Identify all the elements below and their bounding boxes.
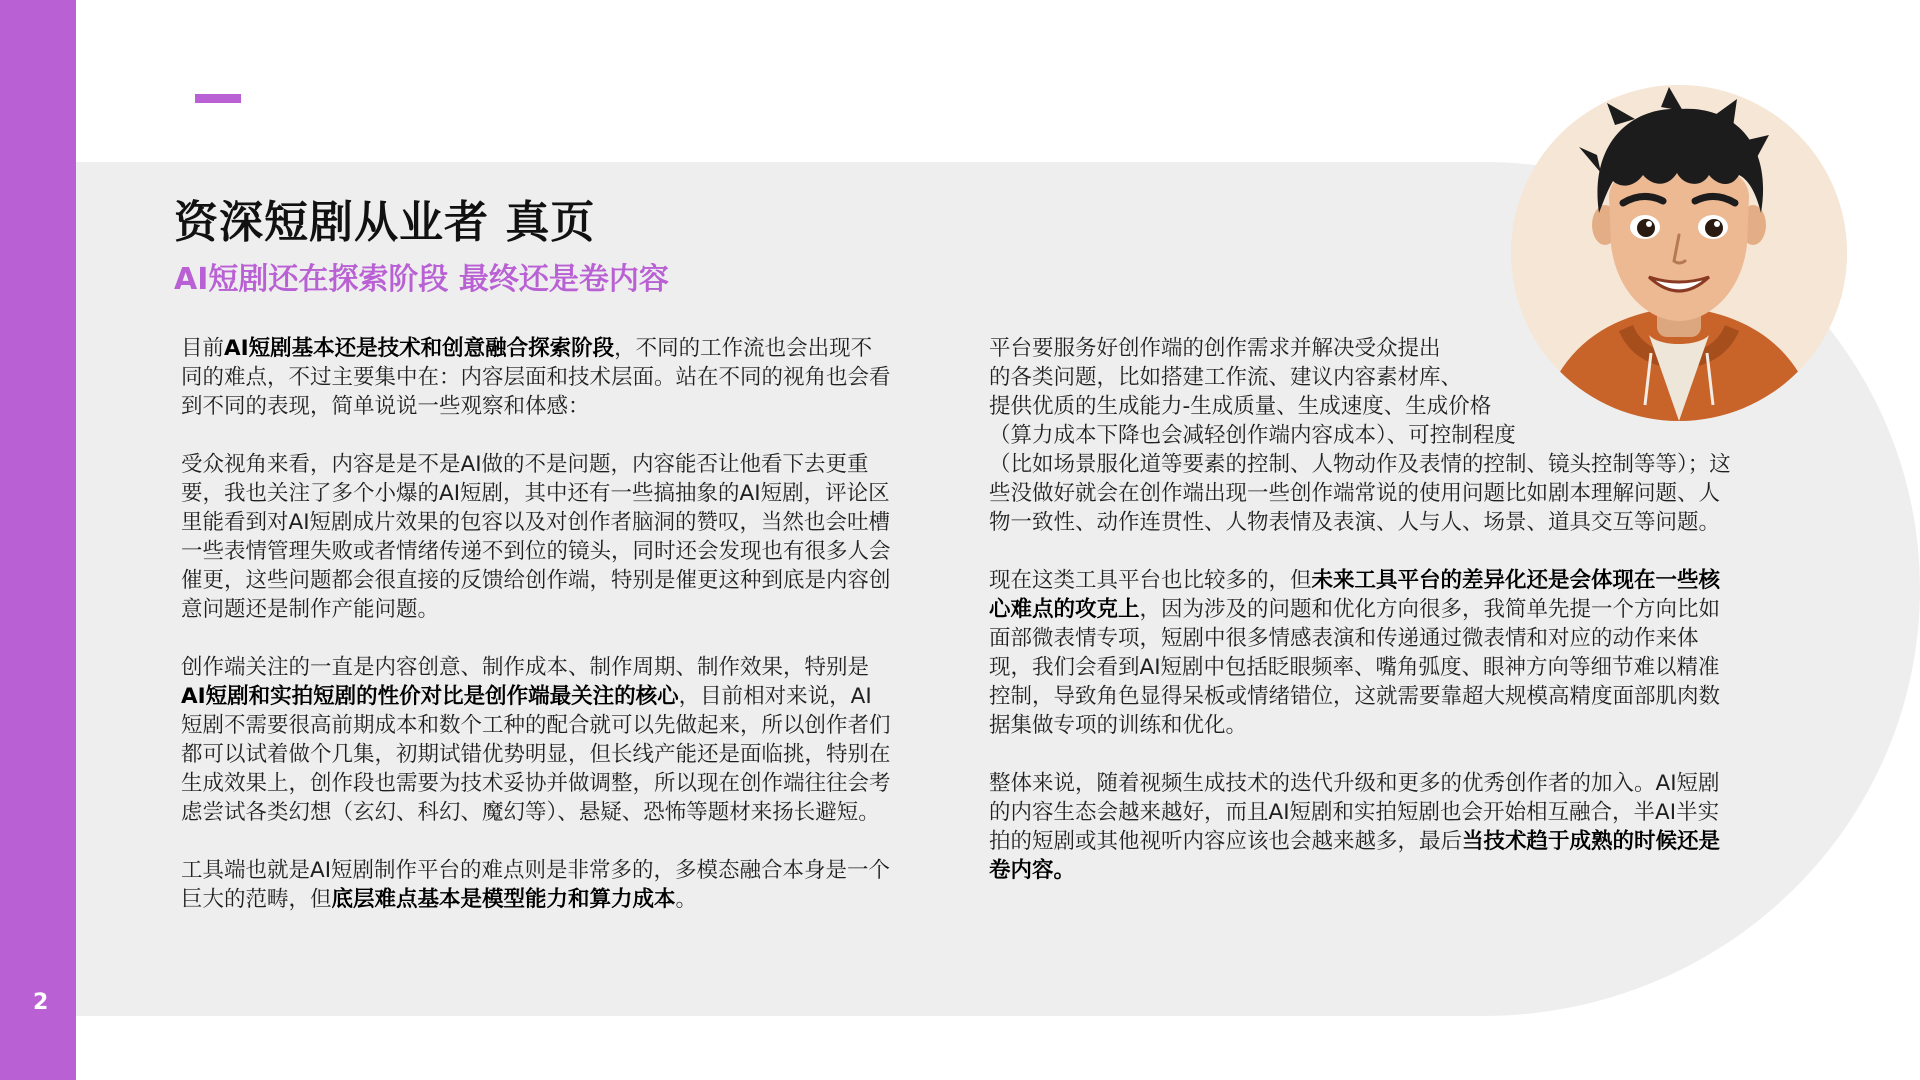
body-text: （比如场景服化道等要素的控制、人物动作及表情的控制、镜头控制等等）；这些没做好就会在创作端出现一些创作端常说的使用问题比如剧本理解问题、人物一致性、动作连贯性、人物表情及表演、人与人、场景、道具交互等问题。 — [989, 452, 1731, 535]
body-text: 平台要服务好创作端的创作需求并解决受众提出 — [989, 336, 1441, 361]
body-text: ，不同的工作流也会出现不同的难点，不过主要集中在：内容层面和技术层面。站在不同的视角也会看到不同的表现，简单说说一些观察和体感： — [181, 336, 891, 419]
page-number: 2 — [33, 990, 49, 1015]
body-text: 提供优质的生成能力-生成质量、生成速度、生成价格 — [989, 394, 1492, 419]
body-text: 目前 — [181, 336, 225, 361]
body-text: 受众视角来看，内容是是不是AI做的不是问题，内容能否让他看下去更重要，我也关注了多个小爆的AI短剧，其中还有一些搞抽象的AI短剧，评论区里能看到对AI短剧成片效果的包容以及对创作者脑洞的赞叹，当然也会吐槽一些表情管理失败或者情绪传递不到位的镜头，同时还会发现也有很多人会催更，这些问题都会很直接的反馈给创作端，特别是催更这种到底是内容创意问题还是制作产能问题。 — [181, 452, 891, 622]
body-text: 整体来说，随着视频生成技术的迭代升级和更多的优秀创作者的加入。AI短剧的内容生态会越来越好，而且AI短剧和实拍短剧也会开始相互融合，半AI半实拍的短剧或其他视听内容应该也会越来越多，最后 — [989, 771, 1720, 854]
paragraph — [181, 450, 891, 624]
cartoon-man-avatar-icon — [1511, 85, 1847, 421]
body-text: 。 — [675, 887, 698, 912]
avatar — [1511, 85, 1847, 421]
sidebar-accent-bar — [0, 0, 76, 1080]
paragraph — [181, 653, 891, 827]
right-text-column — [989, 334, 1739, 914]
body-text: 工具端也就是AI短剧制作平台的难点则是非常多的，多模态融合本身是一个巨大的范畴，但 — [181, 858, 891, 912]
page-title: 资深短剧从业者 真页 — [174, 197, 596, 248]
body-text: 现在这类工具平台也比较多的，但 — [989, 568, 1312, 593]
paragraph — [989, 566, 1739, 740]
body-text: ，目前相对来说，AI短剧不需要很高前期成本和数个工种的配合就可以先做起来，所以创作者们都可以试着做个几集，初期试错优势明显，但长线产能还是面临挑，特别在生成效果上，创作段也需要为技术妥协并做调整，所以现在创作端往往会考虑尝试各类幻想（玄幻、科幻、魔幻等）、悬疑、恐怖等题材来扬长避短。 — [181, 684, 891, 825]
body-text: 创作端关注的一直是内容创意、制作成本、制作周期、制作效果，特别是 — [181, 655, 870, 680]
body-text: ，因为涉及的问题和优化方向很多，我简单先提一个方向比如面部微表情专项，短剧中很多情感表演和传递通过微表情和对应的动作来体现，我们会看到AI短剧中包括眨眼频率、嘴角弧度、眼神方向等细节难以精准控制，导致角色显得呆板或情绪错位，这就需要靠超大规模高精度面部肌肉数据集做专项的训练和优化。 — [989, 597, 1721, 738]
paragraph — [181, 334, 891, 421]
left-text-column — [181, 334, 891, 943]
paragraph — [989, 769, 1739, 885]
page-subtitle: AI短剧还在探索阶段 最终还是卷内容 — [174, 262, 669, 297]
body-text: （算力成本下降也会减轻创作端内容成本）、可控制程度 — [989, 423, 1516, 448]
accent-dash — [195, 94, 241, 103]
body-text: 的各类问题，比如搭建工作流、建议内容素材库、 — [989, 365, 1463, 390]
emphasis-text: 当技术趋于成熟的时候还是卷内容。 — [989, 829, 1721, 883]
emphasis-text: 未来工具平台的差异化还是会体现在一些核心难点的攻克上 — [989, 568, 1721, 622]
emphasis-text: AI短剧基本还是技术和创意融合探索阶段 — [224, 336, 615, 361]
emphasis-text: 底层难点基本是模型能力和算力成本 — [331, 887, 676, 912]
paragraph — [181, 856, 891, 914]
emphasis-text: AI短剧和实拍短剧的性价对比是创作端最关注的核心 — [181, 684, 679, 709]
